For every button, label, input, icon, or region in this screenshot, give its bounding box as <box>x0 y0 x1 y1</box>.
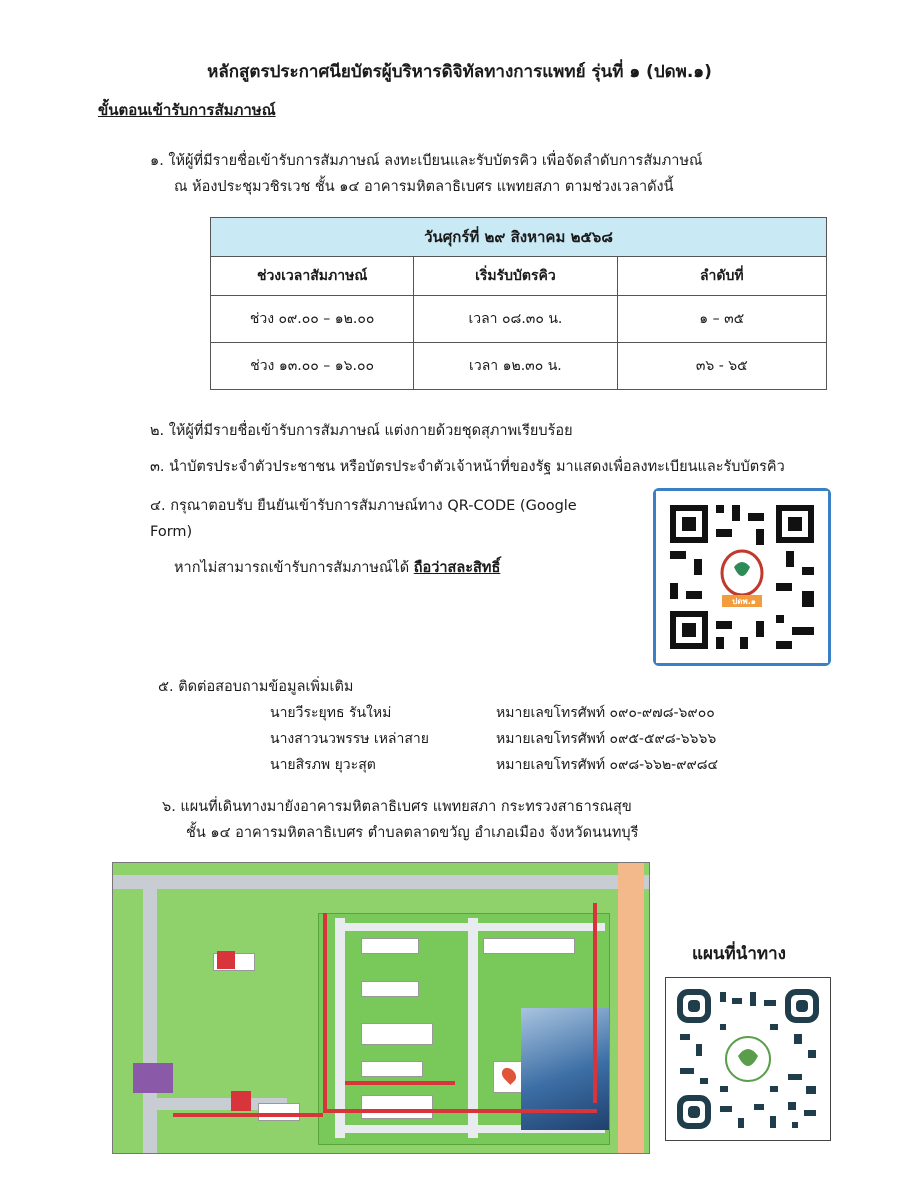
step-5-heading: ๕. ติดต่อสอบถามข้อมูลเพิ่มเติม <box>158 679 354 695</box>
step-1-line-2: ณ ห้องประชุมวชิรเวช ชั้น ๑๔ อาคารมหิตลาธิเบศร แพทยสภา ตามช่วงเวลาดังนี้ <box>174 179 674 195</box>
contact-phone: หมายเลขโทรศัพท์ ๐๙๕-๕๙๘-๖๖๖๖ <box>496 731 717 747</box>
contact-name: นายวีระยุทธ รันใหม่ <box>270 705 392 721</box>
step-4 <box>150 493 620 581</box>
map-road <box>113 875 649 889</box>
map-bus-stop <box>133 1063 173 1093</box>
map-walkway <box>335 923 605 931</box>
map-building-label <box>483 938 575 954</box>
table-cell: ๑ – ๓๕ <box>617 296 826 343</box>
route-path <box>323 913 327 1113</box>
step-4-line-2-text: หากไม่สามารถเข้ารับการสัมภาษณ์ได้ <box>174 560 414 576</box>
forfeit-notice: ถือว่าสละสิทธิ์ <box>413 560 501 576</box>
map-road <box>143 889 157 1153</box>
step-3: ๓. นำบัตรประจำตัวประชาชน หรือบัตรประจำตัวเจ้าหน้าที่ของรัฐ มาแสดงเพื่อลงทะเบียนและรับบัตรคิว <box>150 459 785 475</box>
table-row <box>211 296 827 343</box>
map-building-label <box>258 1103 300 1121</box>
section-heading: ขั้นตอนเข้ารับการสัมภาษณ์ <box>98 101 276 119</box>
schedule-date: วันศุกร์ที่ ๒๙ สิงหาคม ๒๕๖๘ <box>211 218 827 257</box>
step-1-line-1: ๑. ให้ผู้ที่มีรายชื่อเข้ารับการสัมภาษณ์ ลงทะเบียนและรับบัตรคิว เพื่อจัดลำดับการสัมภาษณ์ <box>150 153 703 169</box>
map-building-label <box>361 981 419 997</box>
table-cell: ช่วง ๑๓.๐๐ – ๑๖.๐๐ <box>211 343 414 390</box>
map-building-label <box>361 1061 423 1077</box>
location-map[interactable] <box>112 862 650 1154</box>
step-6 <box>162 794 802 846</box>
contact-item <box>270 754 760 780</box>
map-road <box>618 863 644 1153</box>
map-building-label <box>361 938 419 954</box>
hospital-icon <box>231 1091 251 1111</box>
map-qr-label: แผนที่นำทาง <box>692 944 786 964</box>
table-cell: เวลา ๐๘.๓๐ น. <box>414 296 617 343</box>
qr-code-icon <box>666 978 830 1140</box>
map-building-label <box>361 1023 433 1045</box>
map-walkway <box>335 918 345 1138</box>
table-cell: เวลา ๑๒.๓๐ น. <box>414 343 617 390</box>
route-path <box>323 1109 597 1113</box>
map-walkway <box>468 918 478 1138</box>
header-interview-time: ช่วงเวลาสัมภาษณ์ <box>211 257 414 296</box>
contact-item <box>270 702 760 728</box>
step-1 <box>150 148 850 200</box>
step-6-line-2: ชั้น ๑๔ อาคารมหิตลาธิเบศร ตำบลตลาดขวัญ อำเภอเมือง จังหวัดนนทบุรี <box>186 825 639 841</box>
hospital-icon <box>217 951 235 969</box>
route-path <box>173 1113 323 1117</box>
contact-phone: หมายเลขโทรศัพท์ ๐๙๘-๖๖๒-๙๙๘๔ <box>496 757 719 773</box>
step-4-line-1: ๔. กรุณาตอบรับ ยืนยันเข้ารับการสัมภาษณ์ทาง QR-CODE (Google Form) <box>150 498 577 540</box>
google-form-qr-code[interactable] <box>653 488 831 666</box>
contact-item <box>270 728 760 754</box>
table-cell: ๓๖ - ๖๕ <box>617 343 826 390</box>
step-2: ๒. ให้ผู้ที่มีรายชื่อเข้ารับการสัมภาษณ์ แต่งกายด้วยชุดสุภาพเรียบร้อย <box>150 423 573 439</box>
contact-phone: หมายเลขโทรศัพท์ ๐๙๐-๙๗๘-๖๙๐๐ <box>496 705 715 721</box>
map-qr-code[interactable] <box>665 977 831 1141</box>
header-order: ลำดับที่ <box>617 257 826 296</box>
schedule-table <box>210 217 827 390</box>
contact-name: นายสิรภพ ยุวะสุต <box>270 757 376 773</box>
route-path <box>345 1081 455 1085</box>
contact-list <box>270 702 760 780</box>
page-title: หลักสูตรประกาศนียบัตรผู้บริหารดิจิทัลทางการแพทย์ รุ่นที่ ๑ (ปดพ.๑) <box>207 62 712 82</box>
table-row <box>211 343 827 390</box>
qr-badge: ปดพ.๑ <box>732 597 756 606</box>
header-queue-start: เริ่มรับบัตรคิว <box>414 257 617 296</box>
table-cell: ช่วง ๐๙.๐๐ – ๑๒.๐๐ <box>211 296 414 343</box>
contact-name: นางสาวนวพรรษ เหล่าสาย <box>270 731 429 747</box>
map-building-label <box>361 1095 433 1119</box>
step-4-line-2 <box>150 555 620 581</box>
step-6-line-1: ๖. แผนที่เดินทางมายังอาคารมหิตลาธิเบศร แพทยสภา กระทรวงสาธารณสุข <box>162 799 632 815</box>
qr-code-icon <box>656 491 828 663</box>
route-path <box>593 903 597 1103</box>
